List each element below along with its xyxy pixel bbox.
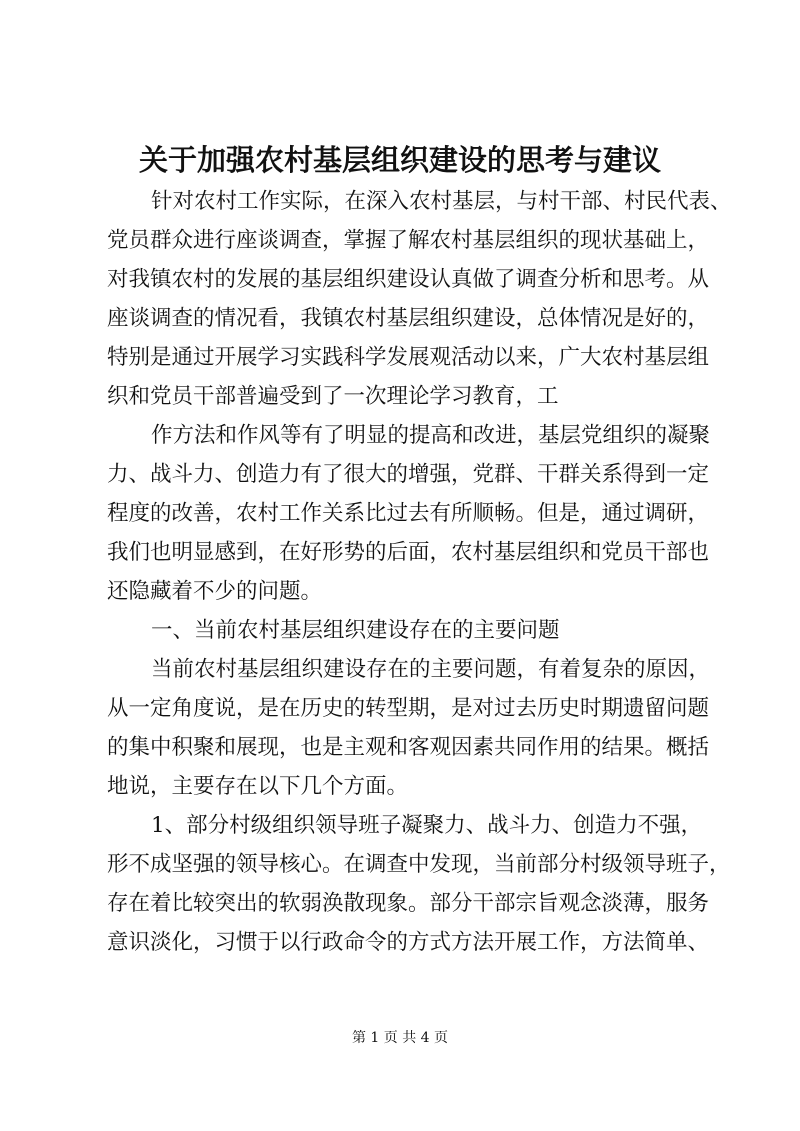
document-title: 关于加强农村基层组织建设的思考与建议 bbox=[138, 143, 661, 177]
paragraph-line: 地说，主要存在以下几个方面。 bbox=[107, 774, 409, 799]
paragraph-line: 对我镇农村的发展的基层组织建设认真做了调查分析和思考。从 bbox=[107, 267, 710, 292]
paragraph-line: 还隐藏着不少的问题。 bbox=[107, 579, 323, 604]
paragraph-line: 座谈调查的情况看，我镇农村基层组织建设，总体情况是好的， bbox=[107, 306, 710, 331]
document-body bbox=[107, 182, 732, 962]
paragraph-line: 意识淡化，习惯于以行政命令的方式方法开展工作，方法简单、 bbox=[107, 930, 710, 955]
paragraph-line: 程度的改善，农村工作关系比过去有所顺畅。但是，通过调研， bbox=[107, 501, 710, 526]
paragraph-line: 我们也明显感到，在好形势的后面，农村基层组织和党员干部也 bbox=[107, 540, 710, 565]
paragraph-line: 1、部分村级组织领导班子凝聚力、战斗力、创造力不强， bbox=[151, 813, 703, 838]
paragraph-line: 针对农村工作实际，在深入农村基层，与村干部、村民代表、 bbox=[151, 189, 732, 214]
paragraph-line: 形不成坚强的领导核心。在调查中发现，当前部分村级领导班子， bbox=[107, 852, 731, 877]
paragraph-line: 特别是通过开展学习实践科学发展观活动以来，广大农村基层组 bbox=[107, 345, 710, 370]
paragraph-line: 力、战斗力、创造力有了很大的增强，党群、干群关系得到一定 bbox=[107, 462, 710, 487]
page-number-footer: 第 1 页 共 4 页 bbox=[351, 1030, 449, 1046]
paragraph-line: 从一定角度说，是在历史的转型期，是对过去历史时期遗留问题 bbox=[107, 696, 710, 721]
paragraph-line: 党员群众进行座谈调查，掌握了解农村基层组织的现状基础上， bbox=[107, 228, 710, 253]
section-heading: 一、当前农村基层组织建设存在的主要问题 bbox=[151, 618, 560, 643]
paragraph-line: 当前农村基层组织建设存在的主要问题，有着复杂的原因， bbox=[151, 657, 711, 682]
paragraph-line: 作方法和作风等有了明显的提高和改进，基层党组织的凝聚 bbox=[151, 423, 711, 448]
paragraph-line: 存在着比较突出的软弱涣散现象。部分干部宗旨观念淡薄，服务 bbox=[107, 891, 710, 916]
paragraph-line: 织和党员干部普遍受到了一次理论学习教育，工 bbox=[107, 384, 559, 409]
paragraph-line: 的集中积聚和展现，也是主观和客观因素共同作用的结果。概括 bbox=[107, 735, 710, 760]
